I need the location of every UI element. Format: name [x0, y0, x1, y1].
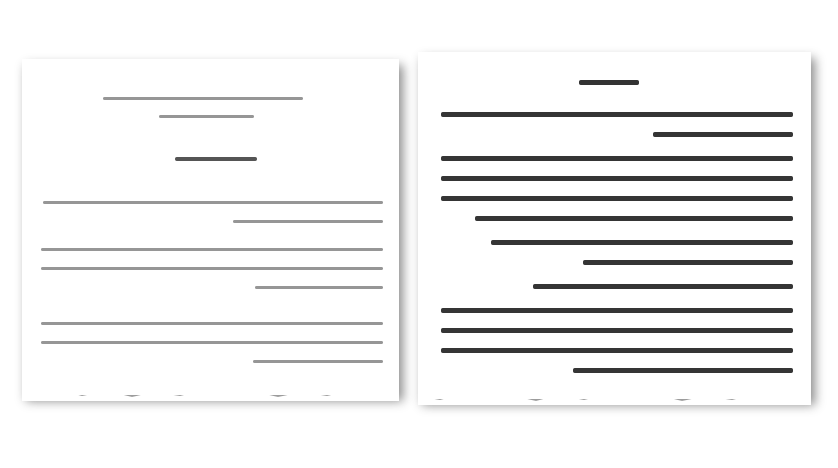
right-paragraph-line — [441, 308, 793, 313]
left-paragraph-line — [43, 201, 383, 204]
right-paragraph-line — [441, 348, 793, 353]
left-paragraph-line — [41, 248, 383, 251]
right-paragraph-line — [441, 196, 793, 201]
right-paragraph-line — [533, 284, 793, 289]
right-paragraph-line — [441, 176, 793, 181]
left-page-torn-edge — [22, 387, 399, 401]
left-header-line — [103, 97, 303, 100]
right-paragraph-line — [573, 368, 793, 373]
right-paragraph-line — [441, 112, 793, 117]
right-paragraph-line — [583, 260, 793, 265]
left-document-page — [22, 59, 399, 395]
left-date-line — [159, 115, 254, 118]
left-paragraph-line — [41, 267, 383, 270]
right-paragraph-line — [441, 156, 793, 161]
left-paragraph-line — [255, 286, 383, 289]
right-paragraph-line — [441, 328, 793, 333]
right-paragraph-line — [491, 240, 793, 245]
left-paragraph-line — [41, 341, 383, 344]
left-paragraph-line — [233, 220, 383, 223]
left-section-heading — [175, 157, 257, 161]
right-page-torn-edge — [418, 391, 811, 405]
right-paragraph-line — [475, 216, 793, 221]
left-paragraph-line — [41, 322, 383, 325]
right-page-heading — [579, 80, 639, 85]
right-paragraph-line — [653, 132, 793, 137]
left-paragraph-line — [253, 360, 383, 363]
right-document-page — [418, 52, 811, 399]
